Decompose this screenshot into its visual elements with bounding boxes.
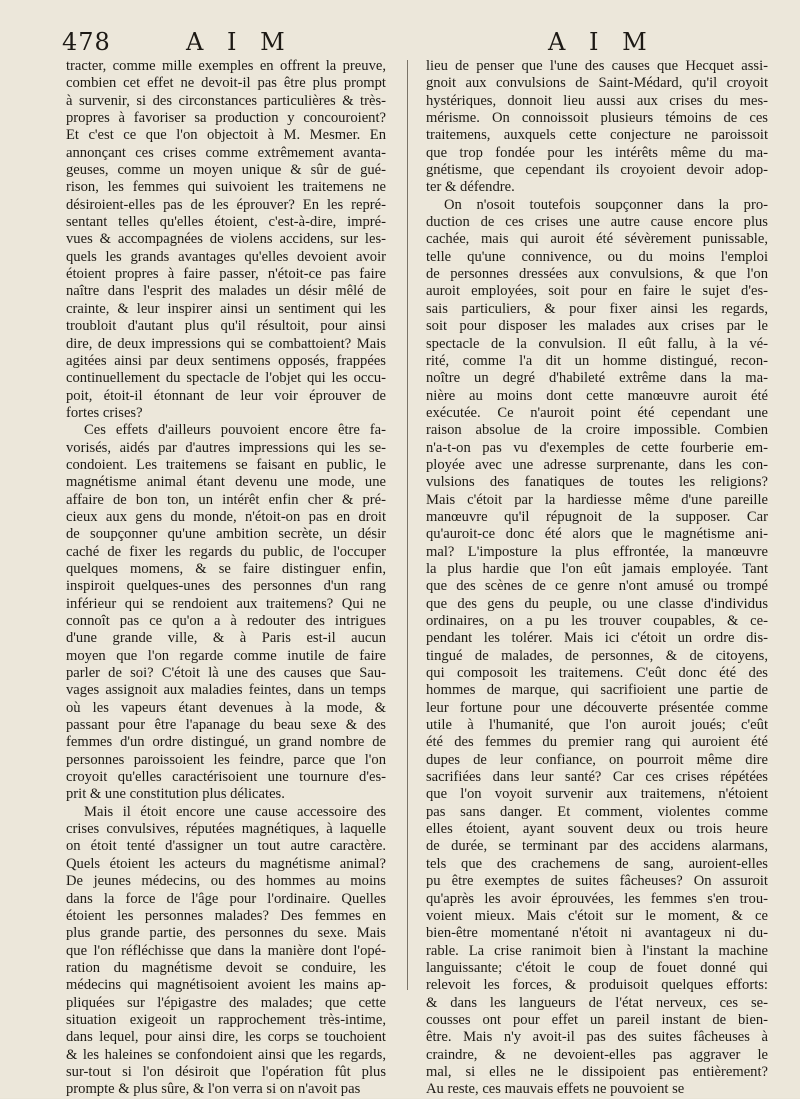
page-number: 478 [62,28,111,56]
text-line: la plus hardie que l'on eût jamais employée. Tant [426,560,768,577]
running-head-right: A I M [548,28,655,56]
text-line: dans la force de l'âge pour l'ordinaire. Quelles [66,890,386,907]
text-line: quels les grands avantages qu'elles devoient avoir [66,248,386,265]
text-line: auroit employées, soit pour en faire le sujet d'es- [426,283,768,300]
text-line: utile à l'humanité, que l'on auroit joués; c'eût [426,717,768,734]
text-line: ration du magnétisme devoit se conduire, les [66,959,386,976]
text-line: plus grande partie, des personnes du sexe. Mais [66,925,386,942]
text-line: leur fortune pour une découverte présentée comme [426,699,768,716]
text-line: n'a-t-on pas vu d'exemples de cette fourberie em- [426,439,768,456]
text-line: où les vapeurs étant devenues à la mode, & [66,699,386,716]
text-line: magnétisme animal étant devenu une mode, une [66,474,386,491]
text-line: que des scènes de ce genre n'ont amusé ou trompé [426,578,768,595]
text-line: fortes crises? [66,404,143,421]
text-line: poit, étoit-il étonnant de leur voir éprouver de [66,387,386,404]
text-line: d'une grande ville, & à Paris est-il aucun [66,630,386,647]
text-line: rable. La crise ranimoit bien à l'instant la machine [426,942,768,959]
text-line: pas sans danger. Et comment, violentes comme [426,803,768,820]
text-line: dire, de deux impressions qui se combattoient? Mais [66,335,386,352]
text-line: Quels étoient les acteurs du magnétisme animal? [66,855,386,872]
text-line: Au reste, ces mauvais effets ne pouvoient se [426,1081,685,1098]
text-line: désiroient-elles pas de les éprouver? En les repré- [66,196,386,213]
text-line: De jeunes médecins, ou des hommes au moins [66,873,386,890]
text-line: sais particuliers, & pour fixer ainsi les regards, [426,300,768,317]
text-line: qui composoit les traitemens. C'eût donc été des [426,665,768,682]
text-line: tracter, comme mille exemples en offrent la preuve, [66,58,386,74]
text-line: duction de ces crises une autre cause encore plus [426,214,768,231]
text-line: geuses, comme un moyen unique & sûr de gué- [66,162,386,179]
text-line: mal, si elles ne le dissipoient pas entièrement? [426,1063,768,1080]
text-line: combien cet effet ne devoit-il pas être plus prompt [66,75,386,92]
text-line: On n'osoit toutefois soupçonner dans la pro- [444,196,768,213]
text-line: troubloit d'autant plus qu'il résultoit, pour ainsi [66,318,386,335]
text-line: Ces effets d'ailleurs pouvoient encore être fa- [84,422,386,439]
text-line: sur-tout si l'on désiroit que l'opération fût plus [66,1063,386,1080]
text-line: rison, les femmes qui suivoient les traitemens ne [66,179,386,196]
text-line: moyen que l'on regarde comme inutile de faire [66,647,386,664]
text-line: caché de fixer les regards du public, de l'occuper [66,543,386,560]
text-line: gnétisme, que cependant ils croyoient devoir adop- [426,162,768,179]
text-line: spectacle de la convulsion. Il eût fallu, à la vé- [426,335,768,352]
text-line: bien-être momentané n'étoit ni avantageux ni du- [426,925,768,942]
text-line: de soupçonner qu'une ambition secrète, un désir [66,526,386,543]
text-line: ordinaires, on a pu les trouver coupables, & ce- [426,613,768,629]
text-line: soit pour disposer les malades aux crises par le [426,318,768,335]
text-line: être. Mais n'y avoit-il pas des suites fâcheuses à [426,1029,768,1046]
text-line: ployée avec une adresse surprenante, dans les con- [426,456,768,473]
text-line: mal? L'imposture la plus effrontée, la manœuvre [426,543,768,560]
text-line: tels que des crachemens de sang, auroient-elles [426,855,768,872]
text-line: pendant les tolérer. Mais ici c'étoit un ordre dis- [426,630,768,647]
text-line: elles étoient, ayant souvent deux ou trois heure [426,821,768,838]
column-divider [407,60,408,990]
text-line: vages assignoit aux maladies feintes, dans un temps [66,682,386,699]
text-line: étoient propres à faire passer, n'étoit-ce pas faire [66,266,386,283]
text-line: Mais c'étoit par la hardiesse même d'une pareille [426,491,768,508]
text-line: telle qu'une connivence, ou du moins l'emploi [426,248,768,265]
text-line: nière au moins dont cette manœuvre auroit été [426,387,768,404]
text-line: raison absolue de la croire impossible. Combien [426,422,768,439]
text-line: de personnes dressées aux convulsions, & que l'on [426,266,768,283]
text-line: & dans les langueurs de l'état nerveux, ces se- [426,994,768,1011]
text-line: rité, comme l'a dit un homme distingué, recon- [426,352,768,369]
text-line: lieu de penser que l'une des causes que Hecquet assi- [426,58,768,74]
right-column [426,58,768,1099]
text-line: propres à favoriser sa production y concouroient? [66,110,386,127]
text-line: pu être exemptes de suites fâcheuses? On assuroit [426,873,768,890]
text-line: dupes de leur confiance, on pourroit même dire [426,751,768,768]
text-line: cachée, mais qui auroit été sévèrement punissable, [426,231,768,248]
text-line: que trop fondée pour les intérêts même du ma- [426,144,768,161]
text-line: crises convulsives, réputées magnétiques, à laquelle [66,821,386,838]
text-line: prit & une constitution plus délicates. [66,786,285,803]
text-line: qu'après les avoir éprouvées, les femmes s'en trou- [426,890,768,907]
text-line: vorisés, aidés par d'autres impressions qui les se- [66,439,386,456]
text-line: manœuvre qu'il répugnoit de la supposer. Car [426,508,768,525]
text-line: on étoit tenté d'assigner un tout autre caractère. [66,838,386,855]
text-line: annonçant ces crises comme extrêmement avanta- [66,144,386,161]
text-line: vues & accompagnées de violens accidens, sur les- [66,231,386,248]
text-line: cousses ont pour effet un pareil instant de bien- [426,1011,768,1028]
text-line: affaire de bon ton, un intérêt enfin cher & pré- [66,491,386,508]
text-line: hystériques, donnoit lieu aussi aux crises du mes- [426,92,768,109]
text-line: naître dans l'esprit des malades un désir mêlé de [66,283,386,300]
text-line: quelques momens, & se faire distinguer enfin, [66,560,386,577]
text-line: languissante; c'étoit le coup de fouet donné qui [426,959,768,976]
text-line: que des gens du peuple, ou une classe d'individus [426,595,768,612]
text-line: été des femmes du premier rang qui auroient été [426,734,768,751]
text-line: dans lequel, pour ainsi dire, les corps se touchoient [66,1029,386,1046]
text-line: condoient. Les traitemens se faisant en public, le [66,456,386,473]
text-line: de durée, se terminant par des accidens alarmans, [426,838,768,855]
text-line: continuellement du spectacle de l'objet qui les occu- [66,370,386,387]
text-line: vulsions des fanatiques de toutes les religions? [426,474,768,491]
text-line: pliquées sur l'épigastre des malades; que cette [66,994,386,1011]
text-line: inférieur qui se rendoient aux traitemens? Qui ne [66,595,386,612]
text-line: cieux aux gens du monde, n'étoit-on pas en droit [66,508,386,525]
text-line: inspiroit quelques-unes des personnes d'un rang [66,578,386,595]
text-line: connoît pas ce qu'on a à redouter des intrigues [66,613,386,629]
text-line: qu'auroit-ce donc été alors que le magnétisme ani- [426,526,768,543]
text-line: hommes de marque, qui sacrifioient une partie de [426,682,768,699]
text-line: craindre, & ne devoient-elles pas aggraver le [426,1046,768,1063]
text-line: agitées ainsi par deux sentimens opposés, frappées [66,352,386,369]
text-line: ter & défendre. [426,179,515,196]
text-line: situation exigeoit un rapprochement très-intime, [66,1011,386,1028]
text-line: que l'on voyoit survenir aux traitemens, n'étoient [426,786,768,803]
text-line: sacrifiées dans leur santé? Car ces crises répétées [426,769,768,786]
text-line: femmes d'un ordre distingué, un grand nombre de [66,734,386,751]
text-line: relevoit les forces, & produisoit quelques efforts: [426,977,768,994]
text-line: parler de soi? C'étoit là une des causes que Sau- [66,665,386,682]
text-line: Et c'est ce que l'on objectoit à M. Mesmer. En [66,127,386,144]
text-line: passant pour être l'apanage du beau sexe & des [66,717,386,734]
text-line: mérisme. On connoissoit plusieurs témoins de ces [426,110,768,127]
text-line: étoient les personnes malades? Des femmes en [66,907,386,924]
text-line: sentant telles qu'elles étoient, c'est-à-dire, impré- [66,214,386,231]
text-line: exécutée. Ce n'auroit point été cependant une [426,404,768,421]
text-line: tingué de malades, de personnes, & de citoyens, [426,647,768,664]
running-head-left: A I M [186,28,293,56]
text-line: médecins qui magnétisoient avoient les mains ap- [66,977,386,994]
text-line: crainte, & leur inspirer ainsi un sentiment qui les [66,300,386,317]
text-line: à survenir, si des circonstances particulières & très- [66,92,386,109]
text-line: voient mieux. Mais c'étoit sur le moment, & ce [426,907,768,924]
text-line: croyoit qu'elles caractérisoient une tournure d'es- [66,769,386,786]
text-line: Mais il étoit encore une cause accessoire des [84,803,386,820]
text-line: personnes paroissoient les feindre, parce que l'on [66,751,386,768]
text-line: gnoit aux convulsions de Saint-Médard, qu'il croyoit [426,75,768,92]
text-line: & les haleines se confondoient ainsi que les regards, [66,1046,386,1063]
text-line: prompte & plus sûre, & l'on verra si on n'avoit pas [66,1081,361,1098]
text-line: que l'on réfléchisse que dans la manière dont l'opé- [66,942,386,959]
text-line: noître un degré d'habileté extrême dans la ma- [426,370,768,387]
left-column [66,58,386,1099]
text-line: traitemens, auxquels cette conjecture ne paroissoit [426,127,768,144]
